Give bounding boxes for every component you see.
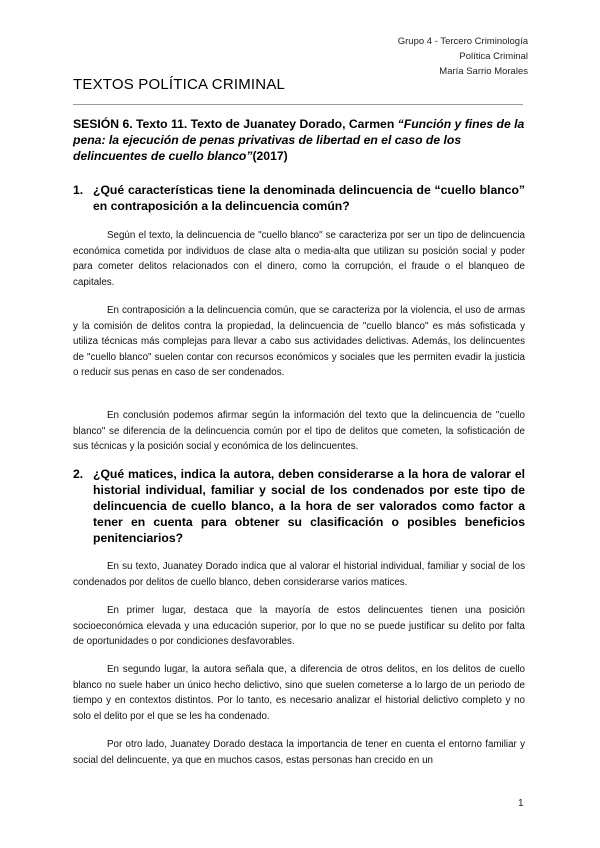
question-2-number: 2. [73,467,84,481]
title-divider [73,104,523,105]
document-title: TEXTOS POLÍTICA CRIMINAL [73,76,286,93]
q1-paragraph-1: Según el texto, la delincuencia de "cuello blanco" se caracteriza por ser un tipo de delincuencia económica cometida por individuos de clase alta o media-alta que utilizan su posición social y poder para cometer delitos relacionados con el dinero, como la corrupción, el fraude o el blanqueo de capitales. [73,230,525,288]
q2-paragraph-4: Por otro lado, Juanatey Dorado destaca la importancia de tener en cuenta el entorno familiar y social del delincuente, ya que en muchos casos, estas personas han crecido en un [73,739,525,766]
header-group: Grupo 4 - Tercero Criminología [397,36,528,47]
q2-paragraph-2: En primer lugar, destaca que la mayoría de estos delincuentes tienen una posición socioeconómica elevada y una educación superior, por lo que no se puede justificar su delito por falta de oportunidades o por condiciones desfavorables. [73,605,525,647]
session-prefix: SESIÓN 6. Texto 11. Texto de Juanatey Dorado, Carmen [73,117,398,131]
page-header [398,34,528,79]
q2-paragraph-1: En su texto, Juanatey Dorado indica que al valorar el historial individual, familiar y social de los condenados por delitos de cuello blanco, deben considerarse varios matices. [73,561,525,588]
page-number: 1 [518,798,524,809]
question-2 [73,466,525,546]
header-author: María Sarrio Morales [439,66,528,77]
question-1-text: ¿Qué características tiene la denominada delincuencia de “cuello blanco” en contraposición a la delincuencia común? [93,183,525,213]
session-year: (2017) [252,149,288,163]
header-subject: Política Criminal [459,51,528,62]
q1-paragraph-2: En contraposición a la delincuencia común, que se caracteriza por la violencia, el uso de armas y la comisión de delitos contra la propiedad, la delincuencia de "cuello blanco" es más sofisticada y utiliza técnicas más complejas para llevar a cabo sus actividades delictivas. Además, los delincuentes de "cuello blanco" suelen contar con recursos económicos y sociales que les permiten evadir la justicia o reducir sus penas en caso de ser condenados. [73,305,525,378]
session-work-title: “Función y fines de la pena: la ejecución de penas privativas de libertad en el caso de los delincuentes de cuello blanco” [73,117,525,163]
question-1-number: 1. [73,183,84,197]
question-2-text: ¿Qué matices, indica la autora, deben considerarse a la hora de valorar el historial individual, familiar y social de los condenados por este tipo de delincuencia de cuello blanco, a la hora de ser valorados como factor a tener en cuenta para obtener su clasificación o posibles beneficios penitenciarios? [93,467,525,545]
session-heading [73,116,525,164]
q2-paragraph-3: En segundo lugar, la autora señala que, a diferencia de otros delitos, en los delitos de cuello blanco no suele haber un único hecho delictivo, sino que suelen cometerse a lo largo de un periodo de tiempo y en contextos distintos. Por lo tanto, es necesario analizar el historial delictivo completo y no solo el delito por el que se les ha condenado. [73,664,525,722]
q1-paragraph-3: En conclusión podemos afirmar según la información del texto que la delincuencia de "cuello blanco" se diferencia de la delincuencia común por el tipo de delitos que cometen, la sofisticación de sus técnicas y la posición social y económica de los delincuentes. [73,410,525,452]
question-1 [73,182,525,214]
